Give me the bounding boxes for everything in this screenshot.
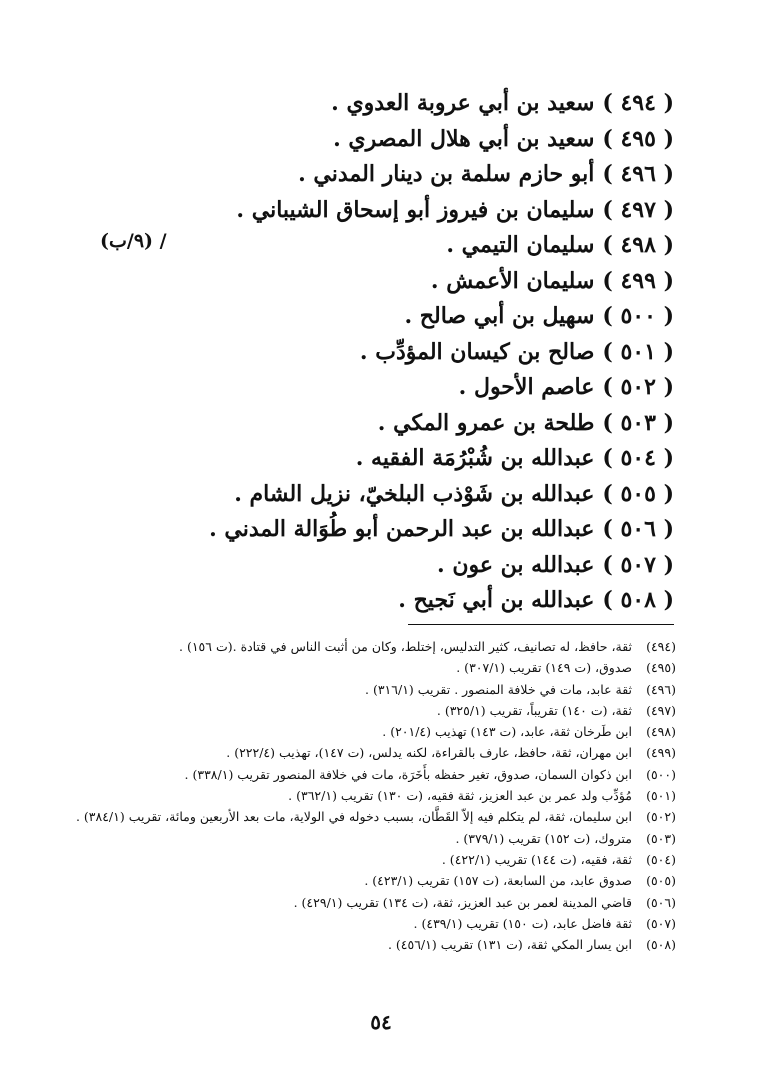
list-item <box>60 477 674 513</box>
entry-text: سليمان بن فيروز أبو إسحاق الشيباني . <box>236 196 595 223</box>
footnote-text: ابن طَرخان ثقة، عابد، (ت ١٤٣) تهذيب (٢٠١/٤) . <box>382 724 632 740</box>
footnote-item <box>60 913 676 934</box>
footnote-text: صدوق عابد، من السابعة، (ت ١٥٧) تقريب (٤٢٣/١) . <box>364 873 632 889</box>
footnote-text: ثقة عابد، مات في خلافة المنصور . تقريب (٣١٦/١) . <box>365 681 632 697</box>
footnote-text: ابن ذكوان السمان، صدوق، تغير حفظه بأَخَرَة، مات في خلافة المنصور تقريب (٣٣٨/١) . <box>184 766 632 782</box>
entry-text: سهيل بن أبي صالح . <box>404 303 595 329</box>
entry-text: عاصم الأحول . <box>458 374 595 400</box>
entry-number: ( ٥٠٧ ) <box>602 551 674 578</box>
entry-text: طلحة بن عمرو المكي . <box>377 409 595 436</box>
entry-number: ( ٤٩٧ ) <box>602 196 674 223</box>
footnote-text: ثقة، (ت ١٤٠) تقريباً، تقريب (٣٢٥/١) . <box>436 702 632 718</box>
footnote-item <box>60 679 676 700</box>
page-number: ٥٤ <box>370 1010 392 1034</box>
entry-number: ( ٤٩٥ ) <box>602 125 674 152</box>
footnote-item <box>60 721 676 742</box>
entry-text: سليمان التيمي . <box>446 232 595 258</box>
footnote-number: (٤٩٦) <box>646 681 676 697</box>
footnote-number: (٥٠٦) <box>646 894 676 910</box>
list-item <box>60 264 674 300</box>
footnote-item <box>60 785 676 806</box>
entry-text: صالح بن كيسان المؤدِّب . <box>359 338 595 365</box>
entry-number: ( ٥٠٤ ) <box>602 445 674 471</box>
list-item <box>60 335 674 371</box>
list-item <box>60 193 674 229</box>
footnote-number: (٤٩٨) <box>646 724 676 740</box>
entry-number: ( ٤٩٩ ) <box>602 267 674 294</box>
footnote-item <box>60 742 676 763</box>
footnote-number: (٥٠٢) <box>646 809 676 825</box>
footnote-item <box>60 700 676 721</box>
footnote-text: ابن سليمان، ثقة، لم يتكلم فيه إلاّ القَطَّان، بسبب دخوله في الولاية، مات بعد الأربعين ومائة، تقريب (٣٨٤/١) . <box>75 809 632 825</box>
footnote-number: (٥٠٤) <box>646 851 676 867</box>
footnote-item <box>60 806 676 827</box>
entry-number: ( ٥٠١ ) <box>602 338 674 365</box>
list-item <box>60 441 674 477</box>
footnote-text: متروك، (ت ١٥٢) تقريب (٣٧٩/١) . <box>455 830 632 846</box>
footnote-number: (٥٠٧) <box>646 915 676 931</box>
list-item <box>60 299 674 335</box>
entry-number: ( ٥٠٥ ) <box>602 480 674 507</box>
footnote-number: (٥٠٣) <box>646 830 676 846</box>
footnote-number: (٤٩٩) <box>646 745 676 761</box>
entry-text: عبدالله بن شَوْذب البلخيّ، نزيل الشام . <box>234 480 595 507</box>
list-item <box>60 86 674 122</box>
entry-text: سعيد بن أبي هلال المصري . <box>333 125 595 152</box>
entry-text: أبو حازم سلمة بن دينار المدني . <box>298 161 595 187</box>
footnote-item <box>60 849 676 870</box>
list-item <box>60 122 674 158</box>
entry-number: ( ٥٠٢ ) <box>602 374 674 400</box>
footnote-item <box>60 764 676 785</box>
footnote-number: (٤٩٥) <box>646 660 676 676</box>
footnote-number: (٥٠٥) <box>646 873 676 889</box>
list-item <box>60 157 674 193</box>
footnote-item <box>60 636 676 657</box>
footnote-text: ابن يسار المكي ثقة، (ت ١٣١) تقريب (٤٥٦/١) . <box>387 937 632 953</box>
footnotes <box>60 636 676 955</box>
footnote-number: (٤٩٧) <box>646 702 676 718</box>
footnote-text: ابن مهران، ثقة، حافظ، عارف بالقراءة، لكنه يدلس، (ت ١٤٧)، تهذيب (٢٢٢/٤) . <box>226 745 632 761</box>
footnote-text: صدوق، (ت ١٤٩) تقريب (٣٠٧/١) . <box>456 660 632 676</box>
entry-text: سليمان الأعمش . <box>430 267 595 294</box>
list-item <box>60 512 674 548</box>
entry-number: ( ٥٠٨ ) <box>602 587 674 613</box>
footnote-number: (٤٩٤) <box>646 639 676 654</box>
entry-number: ( ٥٠٣ ) <box>602 409 674 436</box>
manuscript-folio-marker: / (٩/ب) <box>100 230 167 252</box>
footnote-item <box>60 657 676 678</box>
footnote-item <box>60 934 676 955</box>
entry-number: ( ٥٠٦ ) <box>602 516 674 542</box>
entry-number: ( ٤٩٤ ) <box>602 90 674 116</box>
footnote-text: مُؤدِّب ولد عمر بن عبد العزيز، ثقة فقيه، (ت ١٣٠) تقريب (٣٦٢/١) . <box>288 788 632 804</box>
footnote-item <box>60 870 676 891</box>
footnote-divider <box>408 624 674 625</box>
entry-text: سعيد بن أبي عروبة العدوي . <box>331 90 595 116</box>
list-item <box>60 370 674 406</box>
footnote-number: (٥٠٨) <box>646 937 676 953</box>
entry-text: عبدالله بن عون . <box>437 551 595 578</box>
entry-number: ( ٤٩٦ ) <box>602 161 674 187</box>
footnote-text: ثقة فاضل عابد، (ت ١٥٠) تقريب (٤٣٩/١) . <box>413 915 632 931</box>
entry-text: عبدالله بن عبد الرحمن أبو طُوَالة المدني . <box>209 516 595 542</box>
entry-text: عبدالله بن أبي نَجيح . <box>398 587 595 613</box>
footnote-text: ثقة، حافظ، له تصانيف، كثير التدليس، إختلط، وكان من أثبت الناس في قتادة .(ت ١٥٦) . <box>179 639 632 654</box>
footnote-number: (٥٠١) <box>646 788 676 804</box>
footnote-item <box>60 892 676 913</box>
footnote-number: (٥٠٠) <box>646 766 676 782</box>
list-item <box>60 406 674 442</box>
entry-number: ( ٤٩٨ ) <box>602 232 674 258</box>
list-item <box>60 548 674 584</box>
footnote-text: ثقة، فقيه، (ت ١٤٤) تقريب (٤٢٢/١) . <box>441 851 632 867</box>
list-item <box>60 583 674 619</box>
footnote-text: قاضي المدينة لعمر بن عبد العزيز، ثقة، (ت ١٣٤) تقريب (٤٢٩/١) . <box>293 894 632 910</box>
entry-number: ( ٥٠٠ ) <box>602 303 674 329</box>
footnote-item <box>60 828 676 849</box>
entry-text: عبدالله بن شُبْرُمَة الفقيه . <box>355 445 595 471</box>
narrator-list <box>60 86 674 619</box>
